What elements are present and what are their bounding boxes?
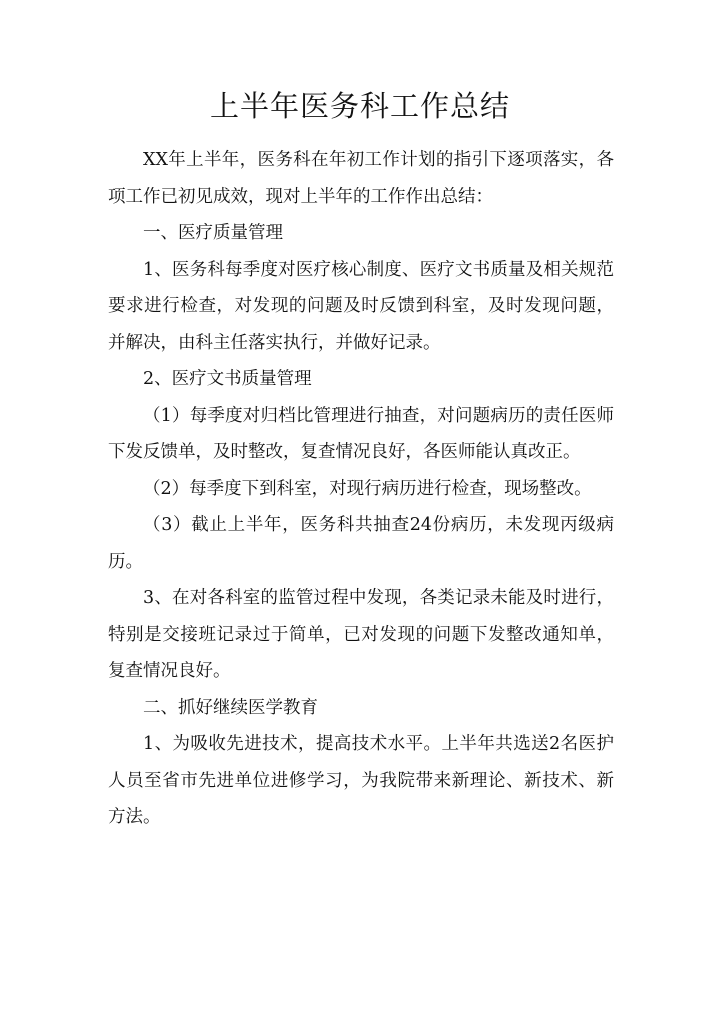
- paragraph-subitem-1: （1）每季度对归档比管理进行抽查，对问题病历的责任医师下发反馈单，及时整改，复查情况良好，各医师能认真改正。: [108, 405, 614, 462]
- heading-section-1: 一、医疗质量管理: [143, 223, 283, 243]
- heading-item-2: 2、医疗文书质量管理: [143, 369, 312, 389]
- paragraph-item-3: 3、在对各科室的监管过程中发现，各类记录未能及时进行，特别是交接班记录过于简单，已对发现的问题下发整改通知单，复查情况良好。: [108, 588, 614, 681]
- paragraph-subitem-3: （3）截止上半年，医务科共抽查24份病历，未发现丙级病历。: [108, 515, 614, 572]
- paragraph-item-1: 1、医务科每季度对医疗核心制度、医疗文书质量及相关规范要求进行检查，对发现的问题及时反馈到科室，及时发现问题，并解决，由科主任落实执行，并做好记录。: [108, 259, 614, 353]
- document-title: 上半年医务科工作总结: [209, 89, 510, 123]
- document-body: [108, 142, 614, 836]
- paragraph-subitem-2: （2）每季度下到科室，对现行病历进行检查，现场整改。: [143, 478, 592, 499]
- heading-section-2: 二、抓好继续医学教育: [143, 697, 318, 718]
- paragraph-education-1: 1、为吸收先进技术，提高技术水平。上半年共选送2名医护人员至省市先进单位进修学习，为我院带来新理论、新技术、新方法。: [108, 734, 614, 827]
- paragraph-intro: XX年上半年，医务科在年初工作计划的指引下逐项落实，各项工作已初见成效，现对上半年的工作作出总结：: [108, 150, 614, 207]
